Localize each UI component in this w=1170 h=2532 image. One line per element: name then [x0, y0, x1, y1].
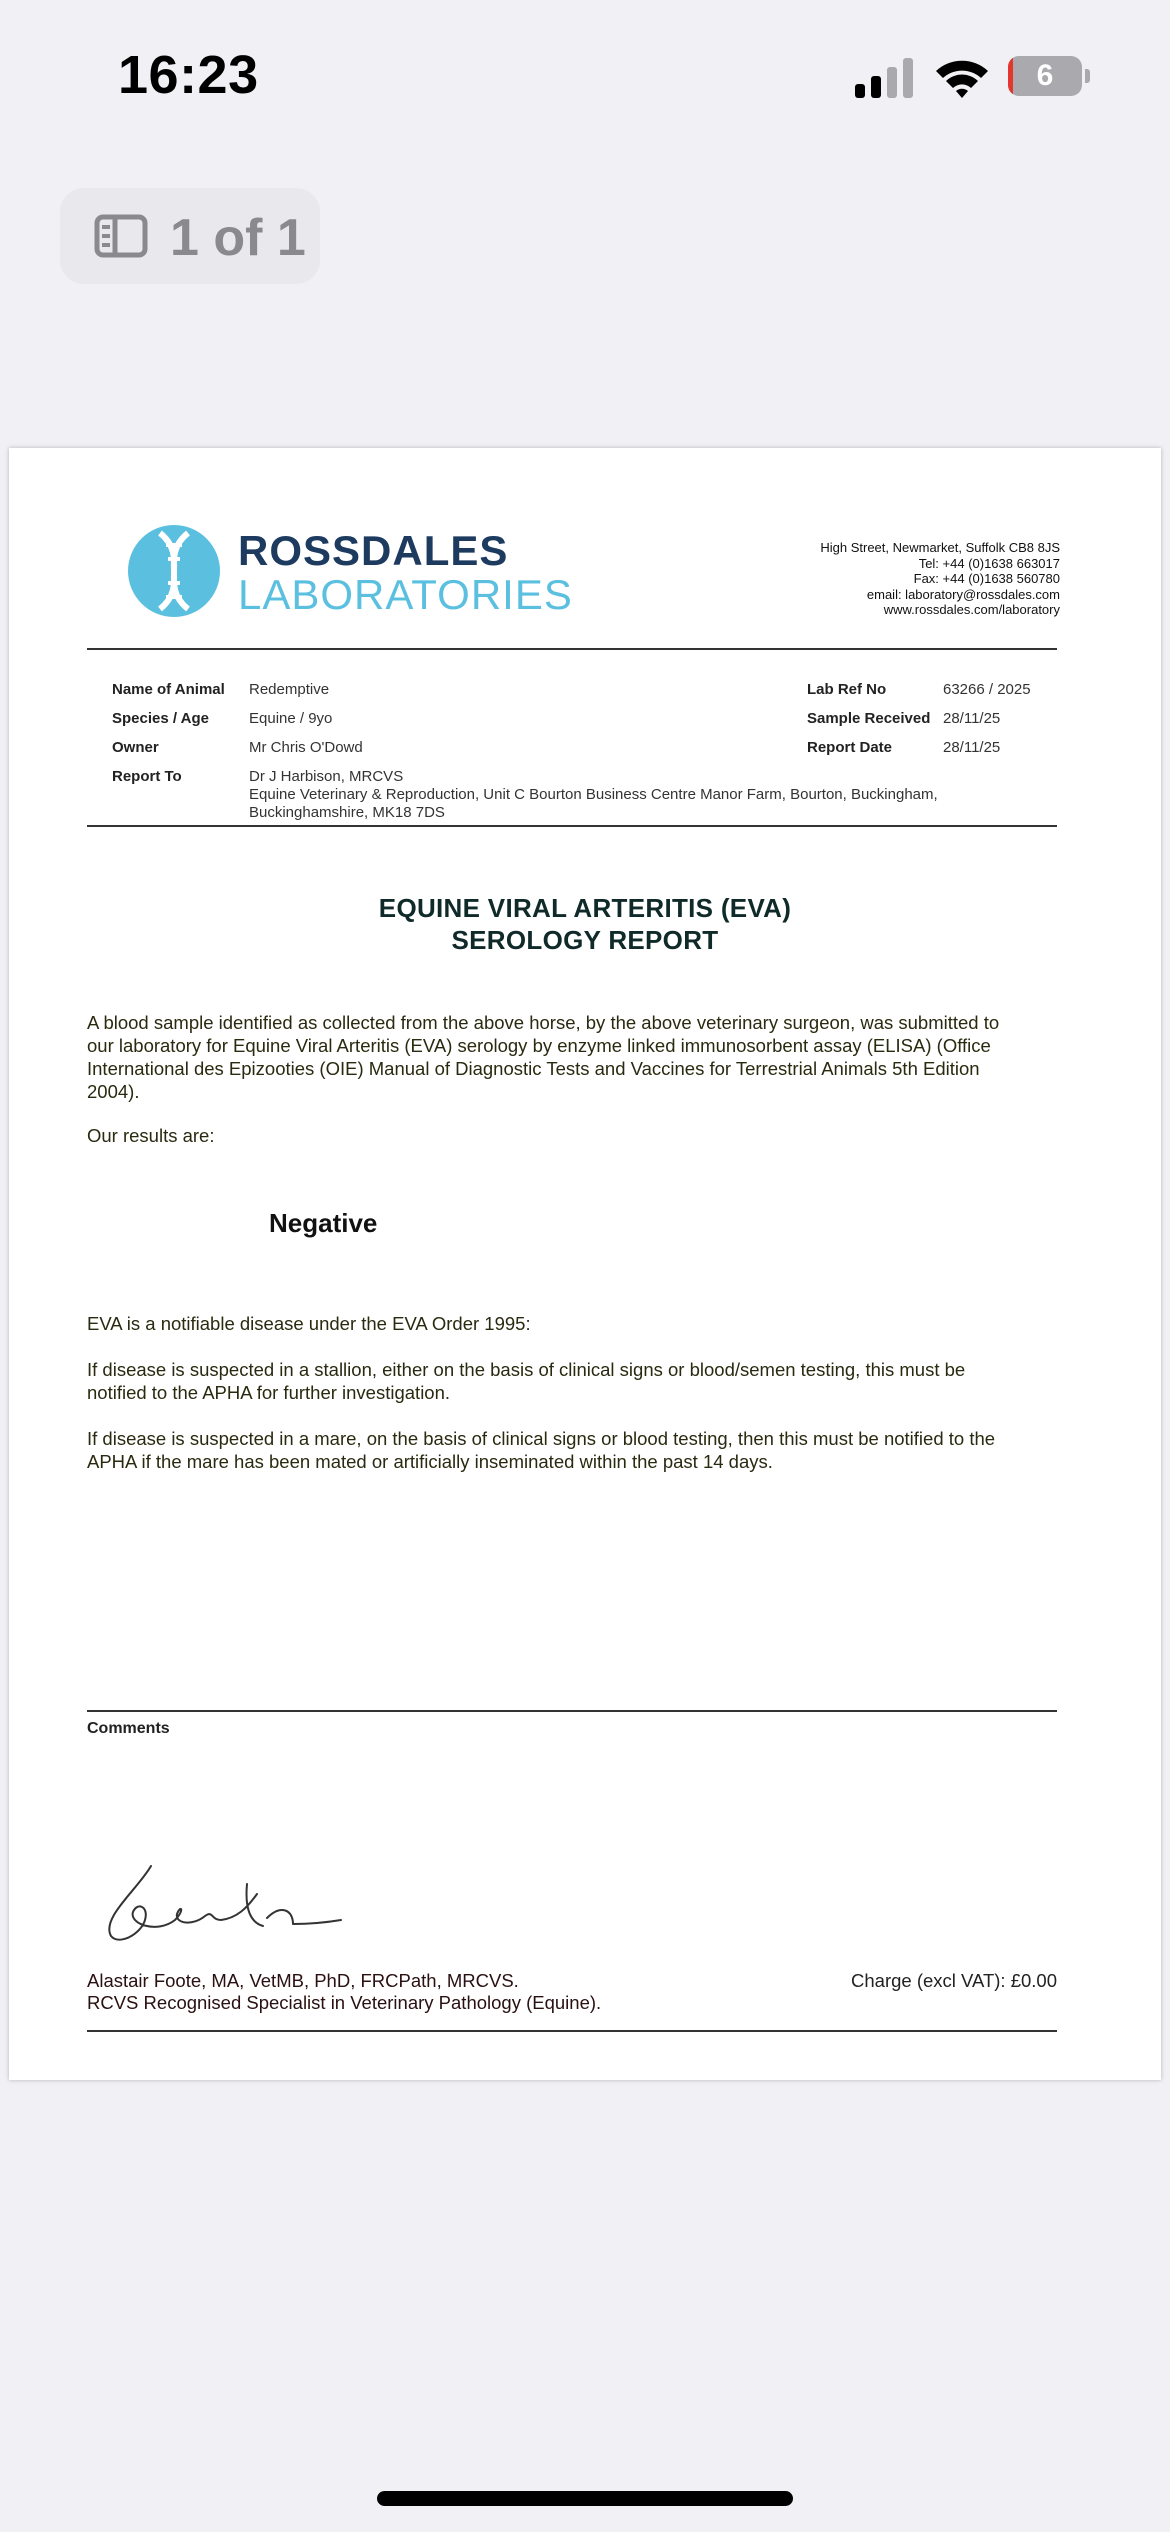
mare-paragraph: [87, 1427, 1067, 1473]
info-divider: [87, 825, 1057, 827]
report-to-line2: Equine Veterinary & Reproduction, Unit C Bourton Business Centre Manor Farm, Bourton, Buckingham,: [249, 786, 938, 803]
home-indicator[interactable]: [377, 2491, 793, 2506]
signature-image: [97, 1860, 347, 1948]
page-indicator-button[interactable]: [60, 188, 320, 284]
signer-name: Alastair Foote, MA, VetMB, PhD, FRCPath, MRCVS.: [87, 1970, 519, 1991]
document-page: [9, 448, 1161, 2080]
dna-logo-icon: [126, 523, 222, 619]
status-bar: [0, 0, 1170, 160]
stallion-line: notified to the APHA for further investigation.: [87, 1382, 451, 1403]
status-time: 16:23: [118, 45, 259, 105]
mare-line: If disease is suspected in a mare, on the basis of clinical signs or blood testing, then this must be notified to the: [87, 1428, 996, 1449]
report-to-line1: Dr J Harbison, MRCVS: [249, 768, 404, 785]
results-intro: Our results are:: [87, 1125, 215, 1146]
owner-label: Owner: [112, 739, 159, 756]
intro-line: our laboratory for Equine Viral Arteritis (EVA) serology by enzyme linked immunosorbent assay (ELISA) (Office: [87, 1035, 991, 1056]
logo-text-rossdales: ROSSDALES: [238, 527, 509, 574]
species-age-value: Equine / 9yo: [249, 710, 333, 727]
name-of-animal-value: Redemptive: [249, 681, 330, 698]
rossdales-logo: [126, 523, 606, 619]
name-of-animal-label: Name of Animal: [112, 681, 225, 698]
intro-line: 2004).: [87, 1081, 140, 1102]
battery-level: 6: [1036, 59, 1054, 92]
charge-amount: Charge (excl VAT): £0.00: [851, 1970, 1057, 1991]
battery-icon: [1008, 56, 1090, 96]
address-email: email: laboratory@rossdales.com: [866, 586, 1060, 602]
stallion-line: If disease is suspected in a stallion, either on the basis of clinical signs or blood/semen testing, this must be: [87, 1359, 966, 1380]
report-to-line3: Buckinghamshire, MK18 7DS: [249, 804, 445, 821]
owner-value: Mr Chris O'Dowd: [249, 739, 363, 756]
intro-line: A blood sample identified as collected from the above horse, by the above veterinary surgeon, was submitted to: [87, 1012, 1000, 1033]
address-website: www.rossdales.com/laboratory: [883, 602, 1060, 617]
signer-details: [87, 1970, 601, 2014]
mare-line: APHA if the mare has been mated or artificially inseminated within the past 14 days.: [87, 1451, 773, 1472]
report-date-value: 28/11/25: [943, 739, 1001, 756]
signer-title: RCVS Recognised Specialist in Veterinary Pathology (Equine).: [87, 1992, 602, 2013]
sidebar-icon: [94, 214, 148, 258]
report-title-line2: SEROLOGY REPORT: [451, 925, 719, 955]
sample-received-label: Sample Received: [807, 710, 931, 727]
notifiable-statement: EVA is a notifiable disease under the EVA Order 1995:: [87, 1313, 531, 1334]
report-date-label: Report Date: [807, 739, 893, 756]
lab-ref-value: 63266 / 2025: [943, 681, 1031, 698]
report-title-line1: EQUINE VIRAL ARTERITIS (EVA): [378, 893, 792, 923]
lab-ref-label: Lab Ref No: [807, 681, 887, 698]
address-line: High Street, Newmarket, Suffolk CB8 8JS: [820, 540, 1060, 555]
logo-text-laboratories: LABORATORIES: [238, 571, 573, 618]
report-to-label: Report To: [112, 768, 182, 785]
lab-address: [820, 540, 1060, 618]
page-indicator-text: 1 of 1: [170, 209, 306, 267]
footer-divider: [87, 2030, 1057, 2032]
cellular-signal-icon: [855, 58, 915, 98]
intro-line: International des Epizooties (OIE) Manual of Diagnostic Tests and Vaccines for Terrestrial Animals 5th Edition: [87, 1058, 980, 1079]
test-result: Negative: [269, 1208, 378, 1238]
address-fax: Fax: +44 (0)1638 560780: [913, 571, 1060, 586]
address-tel: Tel: +44 (0)1638 663017: [918, 555, 1060, 571]
stallion-paragraph: [87, 1358, 1067, 1404]
comments-divider: [87, 1710, 1057, 1712]
wifi-icon: [934, 56, 990, 100]
comments-label: Comments: [87, 1720, 170, 1737]
sample-received-value: 28/11/25: [943, 710, 1001, 727]
species-age-label: Species / Age: [112, 710, 209, 727]
intro-paragraph: [87, 1011, 1067, 1103]
header-divider: [87, 648, 1057, 650]
